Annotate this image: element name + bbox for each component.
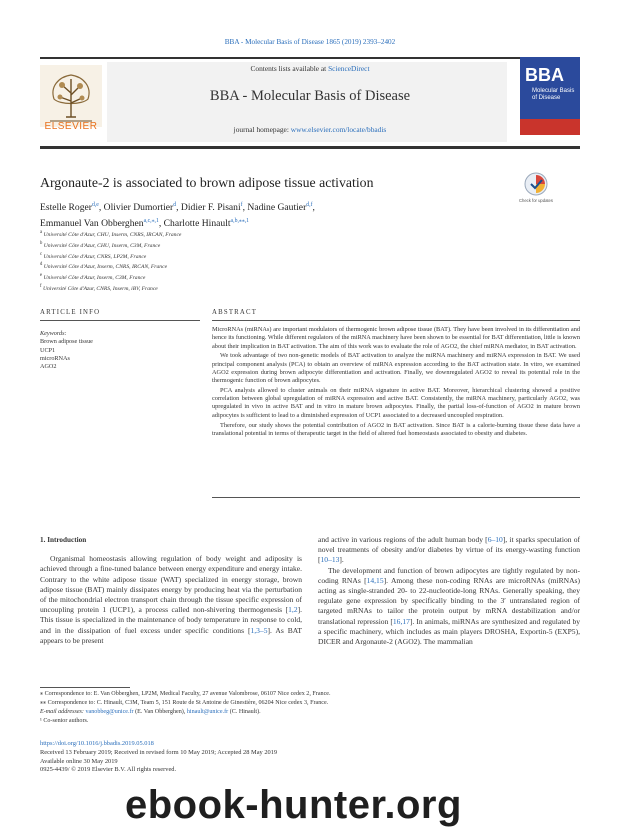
email-link[interactable]: hinault@unice.fr: [186, 708, 229, 715]
keyword-item: AGO2: [40, 363, 57, 371]
footnote-correspondence-1: ⁎ Correspondence to: E. Van Obberghen, LP2M, Medical Faculty, 27 avenue Valombrose, 06107 Nice cedex 2, France.: [40, 691, 331, 697]
footnote-emails: E-mail addresses: vanobbeg@unice.fr (E. Van Obberghen), hinault@unice.fr (C. Hinault).: [40, 708, 261, 715]
doi-link[interactable]: https://doi.org/10.1016/j.bbadis.2019.05.018: [40, 740, 154, 747]
footnote-rule: [40, 687, 130, 688]
affiliation-item: $^d$ Université Côte d'Azur, Inserm, CNRS, IRCAN, France: [40, 262, 168, 271]
header-top-rule: [40, 57, 580, 59]
citation-link[interactable]: 1,2: [288, 605, 298, 615]
journal-citation[interactable]: BBA - Molecular Basis of Disease 1865 (2019) 2393–2402: [224, 38, 396, 46]
email-label: E-mail addresses:: [40, 708, 86, 715]
citation-link[interactable]: 1,3–5: [250, 625, 268, 635]
affiliation-item: $^c$ Université Côte d'Azur, CNRS, LP2M, France: [40, 251, 147, 260]
cover-subtitle: Molecular Basis of Disease: [532, 88, 575, 101]
abstract-bottom-rule: [212, 497, 580, 498]
journal-cover[interactable]: [520, 57, 580, 135]
abstract-heading: ABSTRACT: [212, 309, 258, 316]
body-left-column: [40, 535, 302, 646]
abstract-paragraph: PCA analysis allowed to cluster animals on their miRNA signature in active BAT. Moreover, hierarchical clustering showed a positive correlation between global upregulation of miRNA expression and active BAT. Consistently, the miRNA machinery, particularly AGO2, was upregulated in vivo in active BAT and in vitro in mature brown adipocytes. Finally, the partial loss-of-function of AGO2 in mature brown adipocytes is sufficient to lead to a diminished expression of UCP1 associated to a decreased uncoupled respiration.: [212, 386, 580, 419]
author-name[interactable]: , Charlotte Hinault: [158, 217, 231, 229]
keywords-label: Keywords:: [40, 330, 67, 337]
section-heading-introduction: 1. Introduction: [40, 536, 87, 544]
publication-info: [40, 740, 277, 775]
cover-strip: [520, 119, 580, 135]
affiliation-item: $^f$ Université Côte d'Azur, CNRS, Inserm, iBV, France: [40, 283, 158, 292]
homepage-link[interactable]: www.elsevier.com/locate/bbadis: [290, 125, 387, 134]
online-date: Available online 30 May 2019: [40, 757, 118, 765]
author-list: [40, 199, 480, 230]
citation-link[interactable]: 14,15: [366, 575, 384, 585]
affiliation-item: $^a$ Université Côte d'Azur, CHU, Inserm, CNRS, IRCAN, France: [40, 230, 182, 238]
footnote-co-senior: ¹ Co-senior authors.: [40, 717, 89, 724]
check-for-updates-icon[interactable]: [521, 171, 551, 201]
abstract-paragraph: MicroRNAs (miRNAs) are important modulators of thermogenic brown adipose tissue (BAT). They have been involved in its differentiation and hence its functioning. While different regulators of the miRNA machinery have been shown to be essential for BAT differentiation, little is known about their implication in BAT activation. The aim of this work was to evaluate the role of AGO2, the chief miRNA mediator, in BAT activation.: [212, 326, 580, 350]
sciencedirect-link[interactable]: ScienceDirect: [328, 64, 370, 73]
homepage-prefix: journal homepage:: [233, 125, 291, 134]
email-link[interactable]: vanobbeg@unice.fr: [85, 708, 134, 715]
elsevier-wordmark: ELSEVIER: [44, 121, 98, 132]
author-separator: ,: [312, 202, 315, 214]
author-affil-sup[interactable]: d: [173, 202, 177, 208]
watermark: ebook-hunter.org: [125, 783, 462, 827]
abstract-paragraph: We took advantage of two non-genetic models of BAT activation to analyze the miRNA machinery and miRNA expression in BAT. We used principal component analysis (PCA) to obtain an overview of miRNA expression according to the BAT activation state. In vitro, we examined AGO2 expression during brown adipocyte differentiation and activation. Finally, we downregulated AGO2 to reveal its potential role in the thermogenic function of brown adipocytes.: [212, 352, 580, 385]
article-info-heading: ARTICLE INFO: [40, 309, 101, 316]
author-affil-sup[interactable]: d,e: [91, 202, 99, 208]
author-affil-sup[interactable]: f: [240, 202, 243, 208]
author-name[interactable]: Estelle Roger: [40, 202, 92, 214]
keywords-block: [40, 330, 93, 371]
footnote-correspondence-2: ⁎⁎ Correspondence to: C. Hinault, C3M, Team 5, 151 Route de St Antoine de Ginestière, 06204 Nice cedex 3, France.: [40, 699, 329, 706]
affiliation-item: $^b$ Université Côte d'Azur, CHU, Inserm, C3M, France: [40, 240, 161, 249]
journal-title: BBA - Molecular Basis of Disease: [209, 88, 411, 104]
author-affil-sup[interactable]: d,f: [306, 202, 313, 208]
body-paragraph: The development and function of brown adipocytes are tightly regulated by non-coding RNAs [14,15]. Among these non-coding RNAs are microRNAs (miRNAs) acting as single-stranded 20- to 22-nucleotide-long RNAs. Generally speaking, they regulate gene expression by specifically binding to the 3′ untranslated region of targeted mRNAs to tailor the protein output by mRNA destabilization and/or translational repression [16,17]. In animals, miRNAs are synthesized and regulated by a specific machinery, which includes as main players DROSHA, Exportin-5 (EXP5), DICER and Argonaute-2 (AGO2). The mammalian: [318, 565, 580, 647]
article-title: Argonaute-2 is associated to brown adipose tissue activation: [40, 175, 374, 190]
keyword-item: Brown adipose tissue: [40, 338, 93, 346]
author-name[interactable]: , Nadine Gautier: [242, 202, 307, 214]
abstract-body: [212, 326, 580, 440]
author-name[interactable]: , Olivier Dumortier: [98, 202, 174, 214]
author-affil-sup[interactable]: a,c,⁎,1: [143, 217, 159, 224]
abstract-rule: [212, 320, 580, 321]
header-bottom-rule: [40, 146, 580, 149]
author-affil-sup[interactable]: a,b,⁎⁎,1: [230, 217, 250, 224]
keyword-item: UCP1: [40, 346, 56, 354]
body-right-column: [318, 535, 580, 647]
keyword-item: microRNAs: [40, 354, 70, 362]
affiliation-item: $^e$ Université Côte d'Azur, Inserm, C3M, France: [40, 273, 146, 281]
citation-link[interactable]: 6–10: [487, 535, 503, 544]
contents-prefix: Contents lists available at: [250, 64, 329, 73]
copyright: 0925-4439/ © 2019 Elsevier B.V. All rights reserved.: [40, 766, 177, 774]
article-info-rule: [40, 320, 200, 321]
received-dates: Received 13 February 2019; Received in revised form 10 May 2019; Accepted 28 May 2019: [40, 748, 278, 756]
author-name[interactable]: , Didier F. Pisani: [176, 202, 241, 214]
affiliation-list: [40, 229, 181, 294]
body-paragraph: and active in various regions of the adult human body [6–10], it sparks speculation of novel treatments of obesity and/or diabetes by virtue of its energy-wasting function [10–13].: [318, 535, 581, 565]
author-name[interactable]: Emmanuel Van Obberghen: [40, 217, 144, 229]
body-paragraph: Organismal homeostasis allowing regulation of body weight and adiposity is achieved through a fine-tuned balance between energy expenditure and energy intake. Contrary to the white adipose tissue (WAT) specialized in energy storage, brown adipose tissue (BAT) mainly dissipates energy by producing heat via the perturbation of the mitochondrial electron transport chain through the tissue specific expression of uncoupling protein 1 (UCP1), a process called non-shivering thermogenesis [1,2]. This tissue is specialized in the maintenance of body temperature in response to cold, and in the dissipation of fuel excess under specific conditions [1,3–5]. As BAT appears to be present: [40, 554, 302, 645]
check-for-updates-label: Check for updates: [519, 198, 553, 203]
citation-link[interactable]: 10–13: [320, 555, 340, 565]
abstract-paragraph: Therefore, our study shows the potential contribution of AGO2 in BAT activation. Since BAT is a calorie-burning tissue these data have a translational potential in terms of therapeutic target in the field of altered fuel homeostasis associated to obesity and diabetes.: [212, 421, 580, 437]
cover-title: BBA: [525, 65, 564, 85]
footnotes: [40, 690, 331, 726]
author-line-1: [40, 199, 480, 215]
citation-link[interactable]: 16,17: [392, 616, 410, 626]
